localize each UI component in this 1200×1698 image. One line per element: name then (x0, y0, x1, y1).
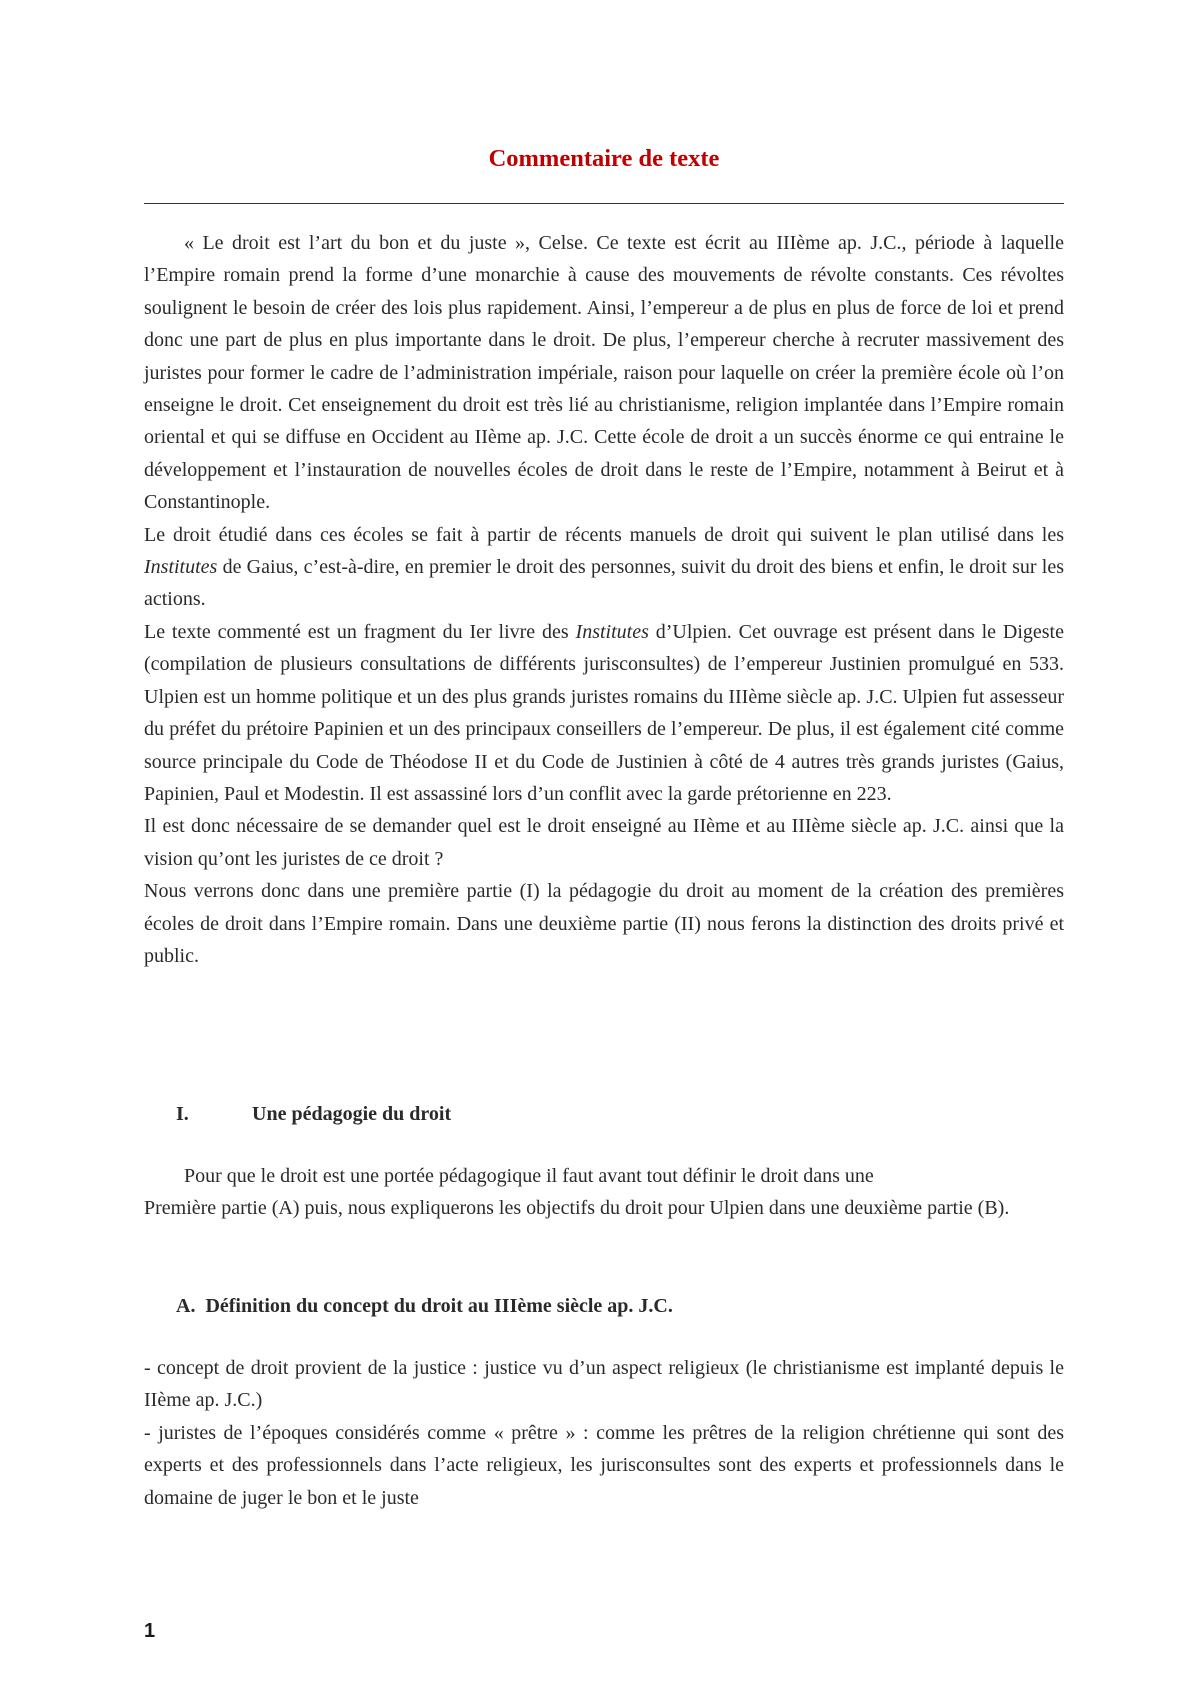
title-divider (144, 203, 1064, 204)
section-title: Une pédagogie du droit (252, 1103, 452, 1125)
section-1-intro-rest: Première partie (A) puis, nous expliquerons les objectifs du droit pour Ulpien dans une deuxième partie (B). (144, 1197, 1010, 1220)
paragraph-manuals: Le droit étudié dans ces écoles se fait à partir de récents manuels de droit qui suivent le plan utilisé dans les Institutes de Gaius, c’est-à-dire, en premier le droit des personnes, suivit du droit des biens et enfin, le droit sur les actions. (144, 523, 1064, 611)
subsection-label: A. (176, 1295, 196, 1317)
institutes-italic: Institutes (144, 556, 218, 579)
section-number: I. (176, 1103, 189, 1125)
section-heading-1 (176, 1098, 451, 1130)
paragraph-intro-context: « Le droit est l’art du bon et du juste », Celse. Ce texte est écrit au IIIème ap. J.C., période à laquelle l’Empire romain prend la forme d’une monarchie à cause des mouvements de révolte constants. Ces révoltes soulignent le besoin de créer des lois plus rapidement. Ainsi, l’empereur a de plus en plus de force de loi et prend donc une part de plus en plus importante dans le droit. De plus, l’empereur cherche à recruter massivement des juristes pour former le cadre de l’administration impériale, raison pour laquelle on créer la première école où l’on enseigne le droit. Cet enseignement du droit est très lié au christianisme, religion implantée dans l’Empire romain oriental et qui se diffuse en Occident au IIème ap. J.C. Cette école de droit a un succès énorme ce qui entraine le développement et l’instauration de nouvelles écoles de droit dans le reste de l’Empire, notamment à Beirut et à Constantinople. (144, 232, 1064, 514)
list-item: - concept de droit provient de la justice : justice vu d’un aspect religieux (le christianisme est implanté depuis le IIème ap. J.C.) (144, 1357, 1064, 1412)
section-1-intro (144, 1160, 1064, 1225)
bullet-list (144, 1352, 1064, 1514)
list-item: - juristes de l’époques considérés comme « prêtre » : comme les prêtres de la religion chrétienne qui sont des experts et des professionnels dans l’acte religieux, les jurisconsultes sont des experts et professionnels dans le domaine de juger le bon et le juste (144, 1421, 1064, 1509)
document-title: Commentaire de texte (488, 145, 720, 172)
paragraph-problematic: Il est donc nécessaire de se demander quel est le droit enseigné au IIème et au IIIème siècle ap. J.C. ainsi que la vision qu’ont les juristes de ce droit ? (144, 815, 1064, 870)
paragraph-plan: Nous verrons donc dans une première partie (I) la pédagogie du droit au moment de la création des premières écoles de droit dans l’Empire romain. Dans une deuxième partie (II) nous ferons la distinction des droits privé et public. (144, 880, 1064, 967)
paragraph-ulpien: Le texte commenté est un fragment du Ier livre des Institutes d’Ulpien. Cet ouvrage est présent dans le Digeste (compilation de plusieurs consultations de différents jurisconsultes) de l’empereur Justinien promulgué en 533. Ulpien est un homme politique et un des plus grands juristes romains du IIIème siècle ap. J.C. Ulpien fut assesseur du préfet du prétoire Papinien et un des principaux conseillers de l’empereur. De plus, il est également cité comme source principale du Code de Théodose II et du Code de Justinien à côté de 4 autres très grands juristes (Gaius, Papinien, Paul et Modestin. Il est assassiné lors d’un conflit avec la garde prétorienne en 223. (144, 620, 1064, 805)
subsection-heading-a (176, 1290, 673, 1322)
institutes-italic-2: Institutes (575, 620, 649, 643)
page-number: 1 (144, 1620, 156, 1642)
subsection-title: Définition du concept du droit au IIIème siècle ap. J.C. (205, 1295, 673, 1317)
section-1-intro-line1: Pour que le droit est une portée pédagogique il faut avant tout définir le droit dans une (184, 1165, 874, 1187)
introduction (144, 227, 1064, 972)
